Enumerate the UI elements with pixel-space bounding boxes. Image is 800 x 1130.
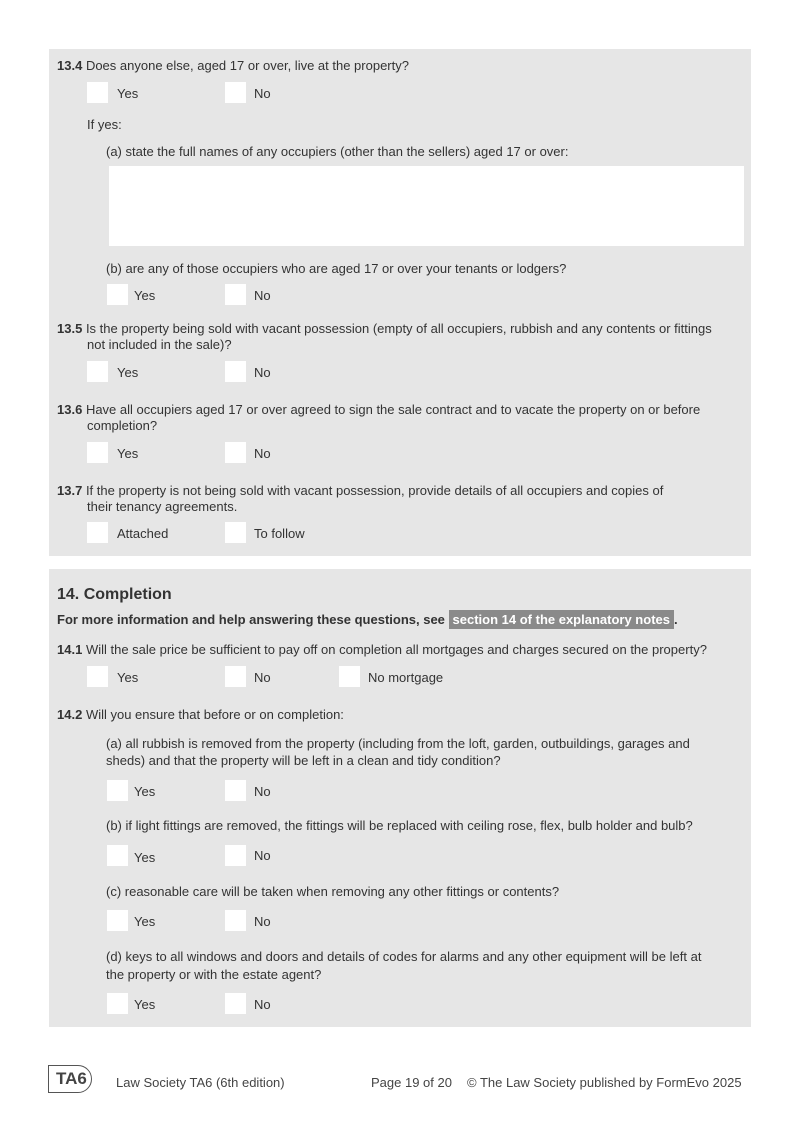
q13-4b-no-label: No — [254, 288, 271, 303]
q13-6-no-checkbox[interactable] — [225, 442, 246, 463]
q13-4b-text: (b) are any of those occupiers who are aged 17 or over your tenants or lodgers? — [106, 261, 567, 276]
q13-4-no-label: No — [254, 86, 271, 101]
q13-7-to-follow-checkbox[interactable] — [225, 522, 246, 543]
q14-2d-yes-label: Yes — [134, 997, 156, 1012]
question-text: Is the property being sold with vacant possession (empty of all occupiers, rubbish and any contents or fittings — [85, 321, 712, 336]
q13-4-yes-checkbox[interactable] — [87, 82, 108, 103]
q14-2a-yes-checkbox[interactable] — [107, 780, 128, 801]
question-number: 13.4 — [57, 58, 83, 73]
question-13-6 — [57, 402, 700, 418]
q13-4b-yes-label: Yes — [134, 288, 156, 303]
q14-1-no-label: No — [254, 670, 271, 685]
question-text-cont: their tenancy agreements. — [87, 499, 238, 514]
if-yes-label: If yes: — [87, 117, 122, 132]
q14-2a-text: (a) all rubbish is removed from the property (including from the loft, garden, outbuildings, garages and — [106, 736, 690, 751]
q13-4b-no-checkbox[interactable] — [225, 284, 246, 305]
section-14-info — [57, 612, 678, 628]
q13-4b-yes-checkbox[interactable] — [107, 284, 128, 305]
info-end: . — [673, 612, 678, 627]
footer-page-number: Page 19 of 20 — [371, 1075, 452, 1090]
q14-2c-no-checkbox[interactable] — [225, 910, 246, 931]
q14-1-yes-checkbox[interactable] — [87, 666, 108, 687]
section-14-heading — [57, 585, 172, 605]
q14-2b-text: (b) if light fittings are removed, the fittings will be replaced with ceiling rose, flex, bulb holder and bulb? — [106, 818, 693, 833]
question-text: If the property is not being sold with vacant possession, provide details of all occupiers and copies of — [85, 483, 664, 498]
question-number: 14.1 — [57, 642, 83, 657]
question-text: Have all occupiers aged 17 or over agreed to sign the sale contract and to vacate the property on or before — [85, 402, 701, 417]
question-text-cont: not included in the sale)? — [87, 337, 232, 352]
q13-7-attached-label: Attached — [117, 526, 169, 541]
q14-1-no-checkbox[interactable] — [225, 666, 246, 687]
question-13-7 — [57, 483, 663, 499]
q14-2a-no-checkbox[interactable] — [225, 780, 246, 801]
q14-1-no-mortgage-checkbox[interactable] — [339, 666, 360, 687]
q13-4a-text: (a) state the full names of any occupiers (other than the sellers) aged 17 or over: — [106, 144, 569, 159]
q14-2c-no-label: No — [254, 914, 271, 929]
q14-1-no-mortgage-label: No mortgage — [368, 670, 444, 685]
occupiers-names-textarea[interactable] — [109, 166, 744, 246]
section-number: 14. — [57, 586, 80, 603]
q14-2a-text-cont: sheds) and that the property will be left in a clean and tidy condition? — [106, 753, 501, 768]
explanatory-notes-link[interactable]: section 14 of the explanatory notes — [449, 610, 674, 629]
question-13-4 — [57, 58, 409, 74]
q14-2c-yes-label: Yes — [134, 914, 156, 929]
q13-6-yes-checkbox[interactable] — [87, 442, 108, 463]
q13-5-no-label: No — [254, 365, 271, 380]
question-text: Will you ensure that before or on completion: — [85, 707, 344, 722]
question-number: 13.7 — [57, 483, 83, 498]
question-13-5 — [57, 321, 712, 337]
q14-2d-text-cont: the property or with the estate agent? — [106, 967, 322, 982]
q14-2d-no-checkbox[interactable] — [225, 993, 246, 1014]
info-text: For more information and help answering these questions, see — [57, 612, 445, 627]
question-text-cont: completion? — [87, 418, 158, 433]
question-number: 13.5 — [57, 321, 83, 336]
q13-7-attached-checkbox[interactable] — [87, 522, 108, 543]
q13-5-no-checkbox[interactable] — [225, 361, 246, 382]
q14-2b-no-label: No — [254, 848, 271, 863]
q14-2b-no-checkbox[interactable] — [225, 845, 246, 866]
q14-2b-yes-checkbox[interactable] — [107, 845, 128, 866]
q14-2d-text: (d) keys to all windows and doors and details of codes for alarms and any other equipment will be left at — [106, 949, 702, 964]
q14-2b-yes-label: Yes — [134, 850, 156, 865]
q13-6-no-label: No — [254, 446, 271, 461]
q13-5-yes-checkbox[interactable] — [87, 361, 108, 382]
question-14-1 — [57, 642, 707, 658]
question-number: 14.2 — [57, 707, 83, 722]
q14-1-yes-label: Yes — [117, 670, 139, 685]
q14-2a-no-label: No — [254, 784, 271, 799]
q14-2c-text: (c) reasonable care will be taken when removing any other fittings or contents? — [106, 884, 560, 899]
footer-copyright: © The Law Society published by FormEvo 2025 — [467, 1075, 742, 1090]
q13-5-yes-label: Yes — [117, 365, 139, 380]
question-text: Will the sale price be sufficient to pay off on completion all mortgages and charges secured on the property? — [85, 642, 707, 657]
ta6-logo: TA6 — [48, 1065, 92, 1093]
question-text: Does anyone else, aged 17 or over, live at the property? — [85, 58, 409, 73]
q14-2a-yes-label: Yes — [134, 784, 156, 799]
footer-edition: Law Society TA6 (6th edition) — [116, 1075, 285, 1090]
question-number: 13.6 — [57, 402, 83, 417]
q13-6-yes-label: Yes — [117, 446, 139, 461]
q13-4-yes-label: Yes — [117, 86, 139, 101]
q14-2d-yes-checkbox[interactable] — [107, 993, 128, 1014]
q13-4-no-checkbox[interactable] — [225, 82, 246, 103]
q14-2c-yes-checkbox[interactable] — [107, 910, 128, 931]
q13-7-to-follow-label: To follow — [254, 526, 305, 541]
question-14-2 — [57, 707, 344, 723]
q14-2d-no-label: No — [254, 997, 271, 1012]
section-title: Completion — [83, 586, 172, 603]
